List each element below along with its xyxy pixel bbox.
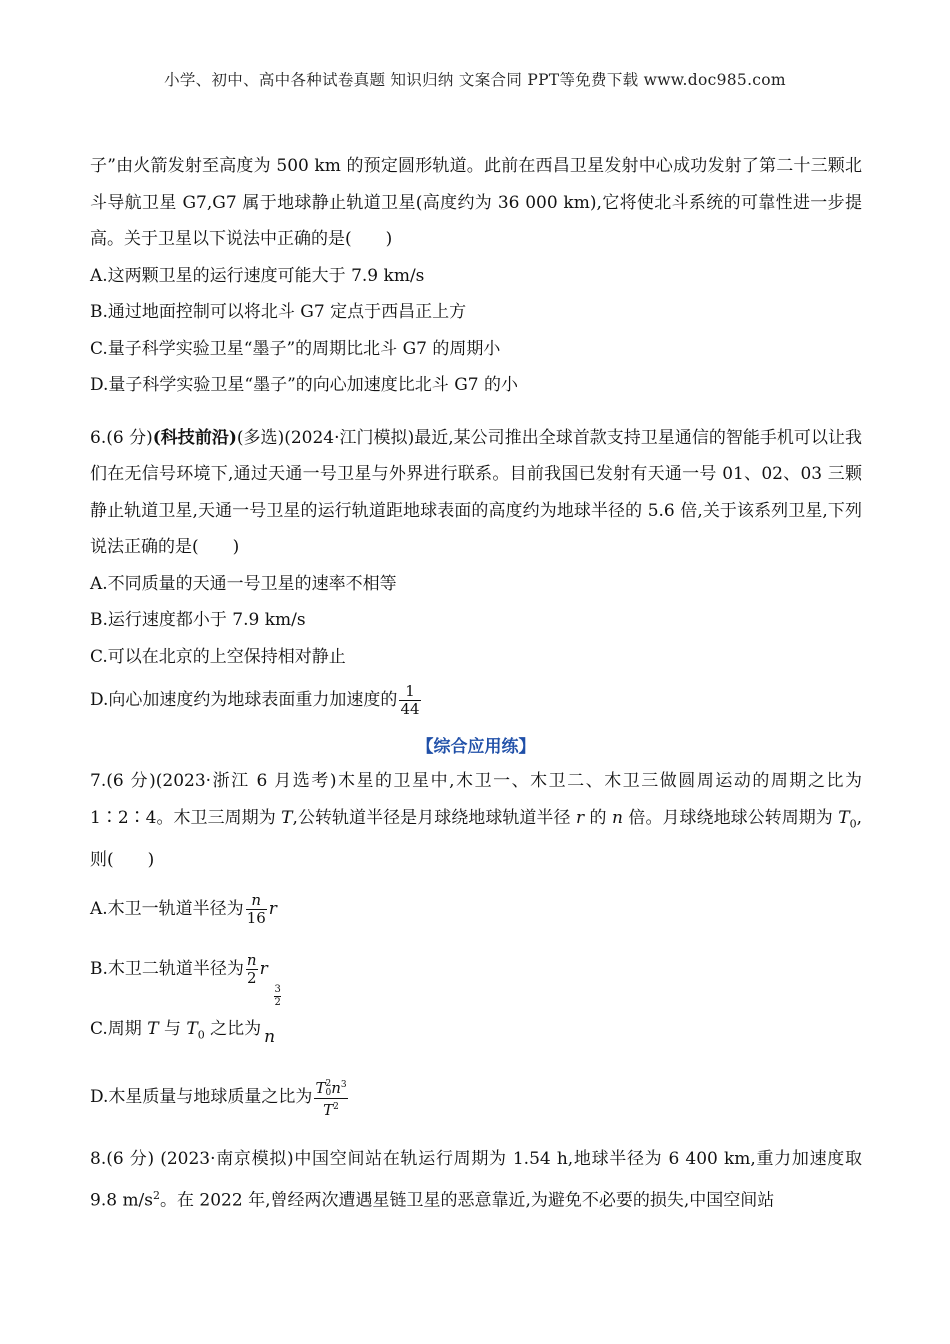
- question-7-stem: [90, 763, 862, 879]
- question-5-option-c: C.量子科学实验卫星“墨子”的周期比北斗 G7 的周期小: [90, 338, 501, 359]
- stem-part: 倍。月球绕地球公转周期为: [622, 807, 839, 828]
- symbol-T: T: [147, 1018, 159, 1039]
- question-5-stem: 子”由火箭发射至高度为 500 km 的预定圆形轨道。此前在西昌卫星发射中心成功发射了第二十三颗北斗导航卫星 G7,G7 属于地球静止轨道卫星(高度约为 36 000 km),它将使北斗系统的可靠性进一步提高。关于卫星以下说法中正确的是( ): [90, 156, 862, 249]
- question-6-tag: (科技前沿): [152, 427, 237, 448]
- fraction-1-over-44: [399, 683, 420, 718]
- fraction-n-over-2: [246, 952, 258, 987]
- option-d-text: D.向心加速度约为地球表面重力加速度的: [90, 690, 398, 710]
- symbol-T: T: [281, 807, 293, 828]
- fraction-denominator: [314, 1098, 347, 1119]
- question-6-option-d: [90, 675, 862, 725]
- option-c-text: C.周期: [90, 1018, 148, 1039]
- question-6-stem: [90, 420, 862, 566]
- superscript: 3: [340, 1079, 347, 1090]
- section-heading: 【综合应用练】: [416, 737, 536, 757]
- symbol-T0: T: [838, 807, 850, 828]
- stem-part: ,则( ): [90, 807, 863, 871]
- question-7: [90, 763, 862, 1129]
- question-7-option-b: [90, 939, 862, 999]
- fraction-numerator: 1: [405, 682, 415, 700]
- symbol-T0: T: [186, 1018, 198, 1039]
- fraction-denominator: 2: [246, 968, 257, 987]
- power-base: n: [264, 1027, 276, 1048]
- superscript: 2: [153, 1188, 161, 1202]
- subscript: 0: [325, 1087, 332, 1098]
- option-a-text: A.木卫一轨道半径为: [90, 898, 244, 919]
- superscript: 2: [325, 1078, 332, 1089]
- fraction-denominator: 44: [400, 700, 420, 718]
- fraction-numerator: n: [251, 890, 262, 909]
- question-6-option-c: C.可以在北京的上空保持相对静止: [90, 646, 346, 667]
- question-5-option-d: D.量子科学实验卫星“墨子”的向心加速度比北斗 G7 的小: [90, 375, 519, 395]
- option-c-text: 之比为: [204, 1018, 262, 1039]
- power-exponent: [274, 985, 281, 1008]
- fraction-n-over-16: [246, 892, 267, 927]
- question-7-option-c: [90, 984, 862, 1065]
- symbol-n: n: [331, 1078, 341, 1097]
- question-5: [90, 148, 862, 404]
- fraction-denominator: 16: [246, 908, 266, 927]
- question-5-option-a: A.这两颗卫星的运行速度可能大于 7.9 km/s: [90, 265, 425, 286]
- symbol-r: r: [268, 898, 277, 919]
- question-6-number: 6.(6 分): [90, 427, 153, 448]
- document-body: [90, 148, 862, 1219]
- stem-part: 的: [584, 807, 613, 828]
- stem-part: 。在 2022 年,曾经两次遭遇星链卫星的恶意靠近,为避免不必要的损失,中国空间站: [160, 1190, 775, 1211]
- stem-part: ,公转轨道半径是月球绕地球轨道半径: [292, 807, 576, 828]
- question-7-option-a: [90, 879, 862, 939]
- option-d-text: D.木星质量与地球质量之比为: [90, 1087, 313, 1108]
- superscript: 2: [333, 1101, 339, 1112]
- option-b-text: B.木卫二轨道半径为: [90, 958, 244, 979]
- symbol-r: r: [259, 958, 268, 979]
- power-n-3-over-2: [264, 984, 281, 1059]
- question-7-option-d: [90, 1065, 862, 1129]
- subscript: 0: [197, 1028, 205, 1042]
- fraction-mass-ratio: [314, 1077, 347, 1119]
- exponent-numerator: 3: [274, 984, 281, 996]
- question-6: [90, 420, 862, 726]
- question-6-option-a: A.不同质量的天通一号卫星的速率不相等: [90, 573, 397, 594]
- fraction-numerator: n: [246, 950, 257, 969]
- symbol-T: T: [315, 1078, 326, 1097]
- symbol-T: T: [323, 1100, 334, 1119]
- question-6-option-b: B.运行速度都小于 7.9 km/s: [90, 610, 306, 630]
- stem-part: 7.(6 分)(2023·浙江 6 月选考)木星的卫星中,木卫一、木卫二、木卫三做圆周运动的周期之比为 1∶2∶4。木卫三周期为: [90, 771, 862, 828]
- fraction-numerator: [314, 1077, 347, 1098]
- symbol-n: n: [612, 807, 623, 828]
- question-8: [90, 1141, 862, 1219]
- question-8-stem: [90, 1141, 862, 1219]
- exponent-denominator: 2: [274, 997, 281, 1009]
- question-5-option-b: B.通过地面控制可以将北斗 G7 定点于西昌正上方: [90, 302, 467, 322]
- stem-part: 8.(6 分) (2023·南京模拟)中国空间站在轨运行周期为 1.54 h,地球半径为 6 400 km,重力加速度取 9.8 m/s: [90, 1149, 862, 1211]
- symbol-r: r: [575, 807, 585, 828]
- option-c-text: 与: [158, 1018, 187, 1039]
- subscript: 0: [849, 816, 857, 830]
- question-6-text: (多选)(2024·江门模拟)最近,某公司推出全球首款支持卫星通信的智能手机可以让我们在无信号环境下,通过天通一号卫星与外界进行联系。目前我国已发射有天通一号 01、02、03 三颗静止轨道卫星,天通一号卫星的运行轨道距地球表面的高度约为地球半径的 5.6 倍,关于该系列卫星,下列说法正确的是( ): [90, 427, 862, 557]
- page-header: 小学、初中、高中各种试卷真题 知识归纳 文案合同 PPT等免费下载 www.doc985.com: [164, 71, 786, 89]
